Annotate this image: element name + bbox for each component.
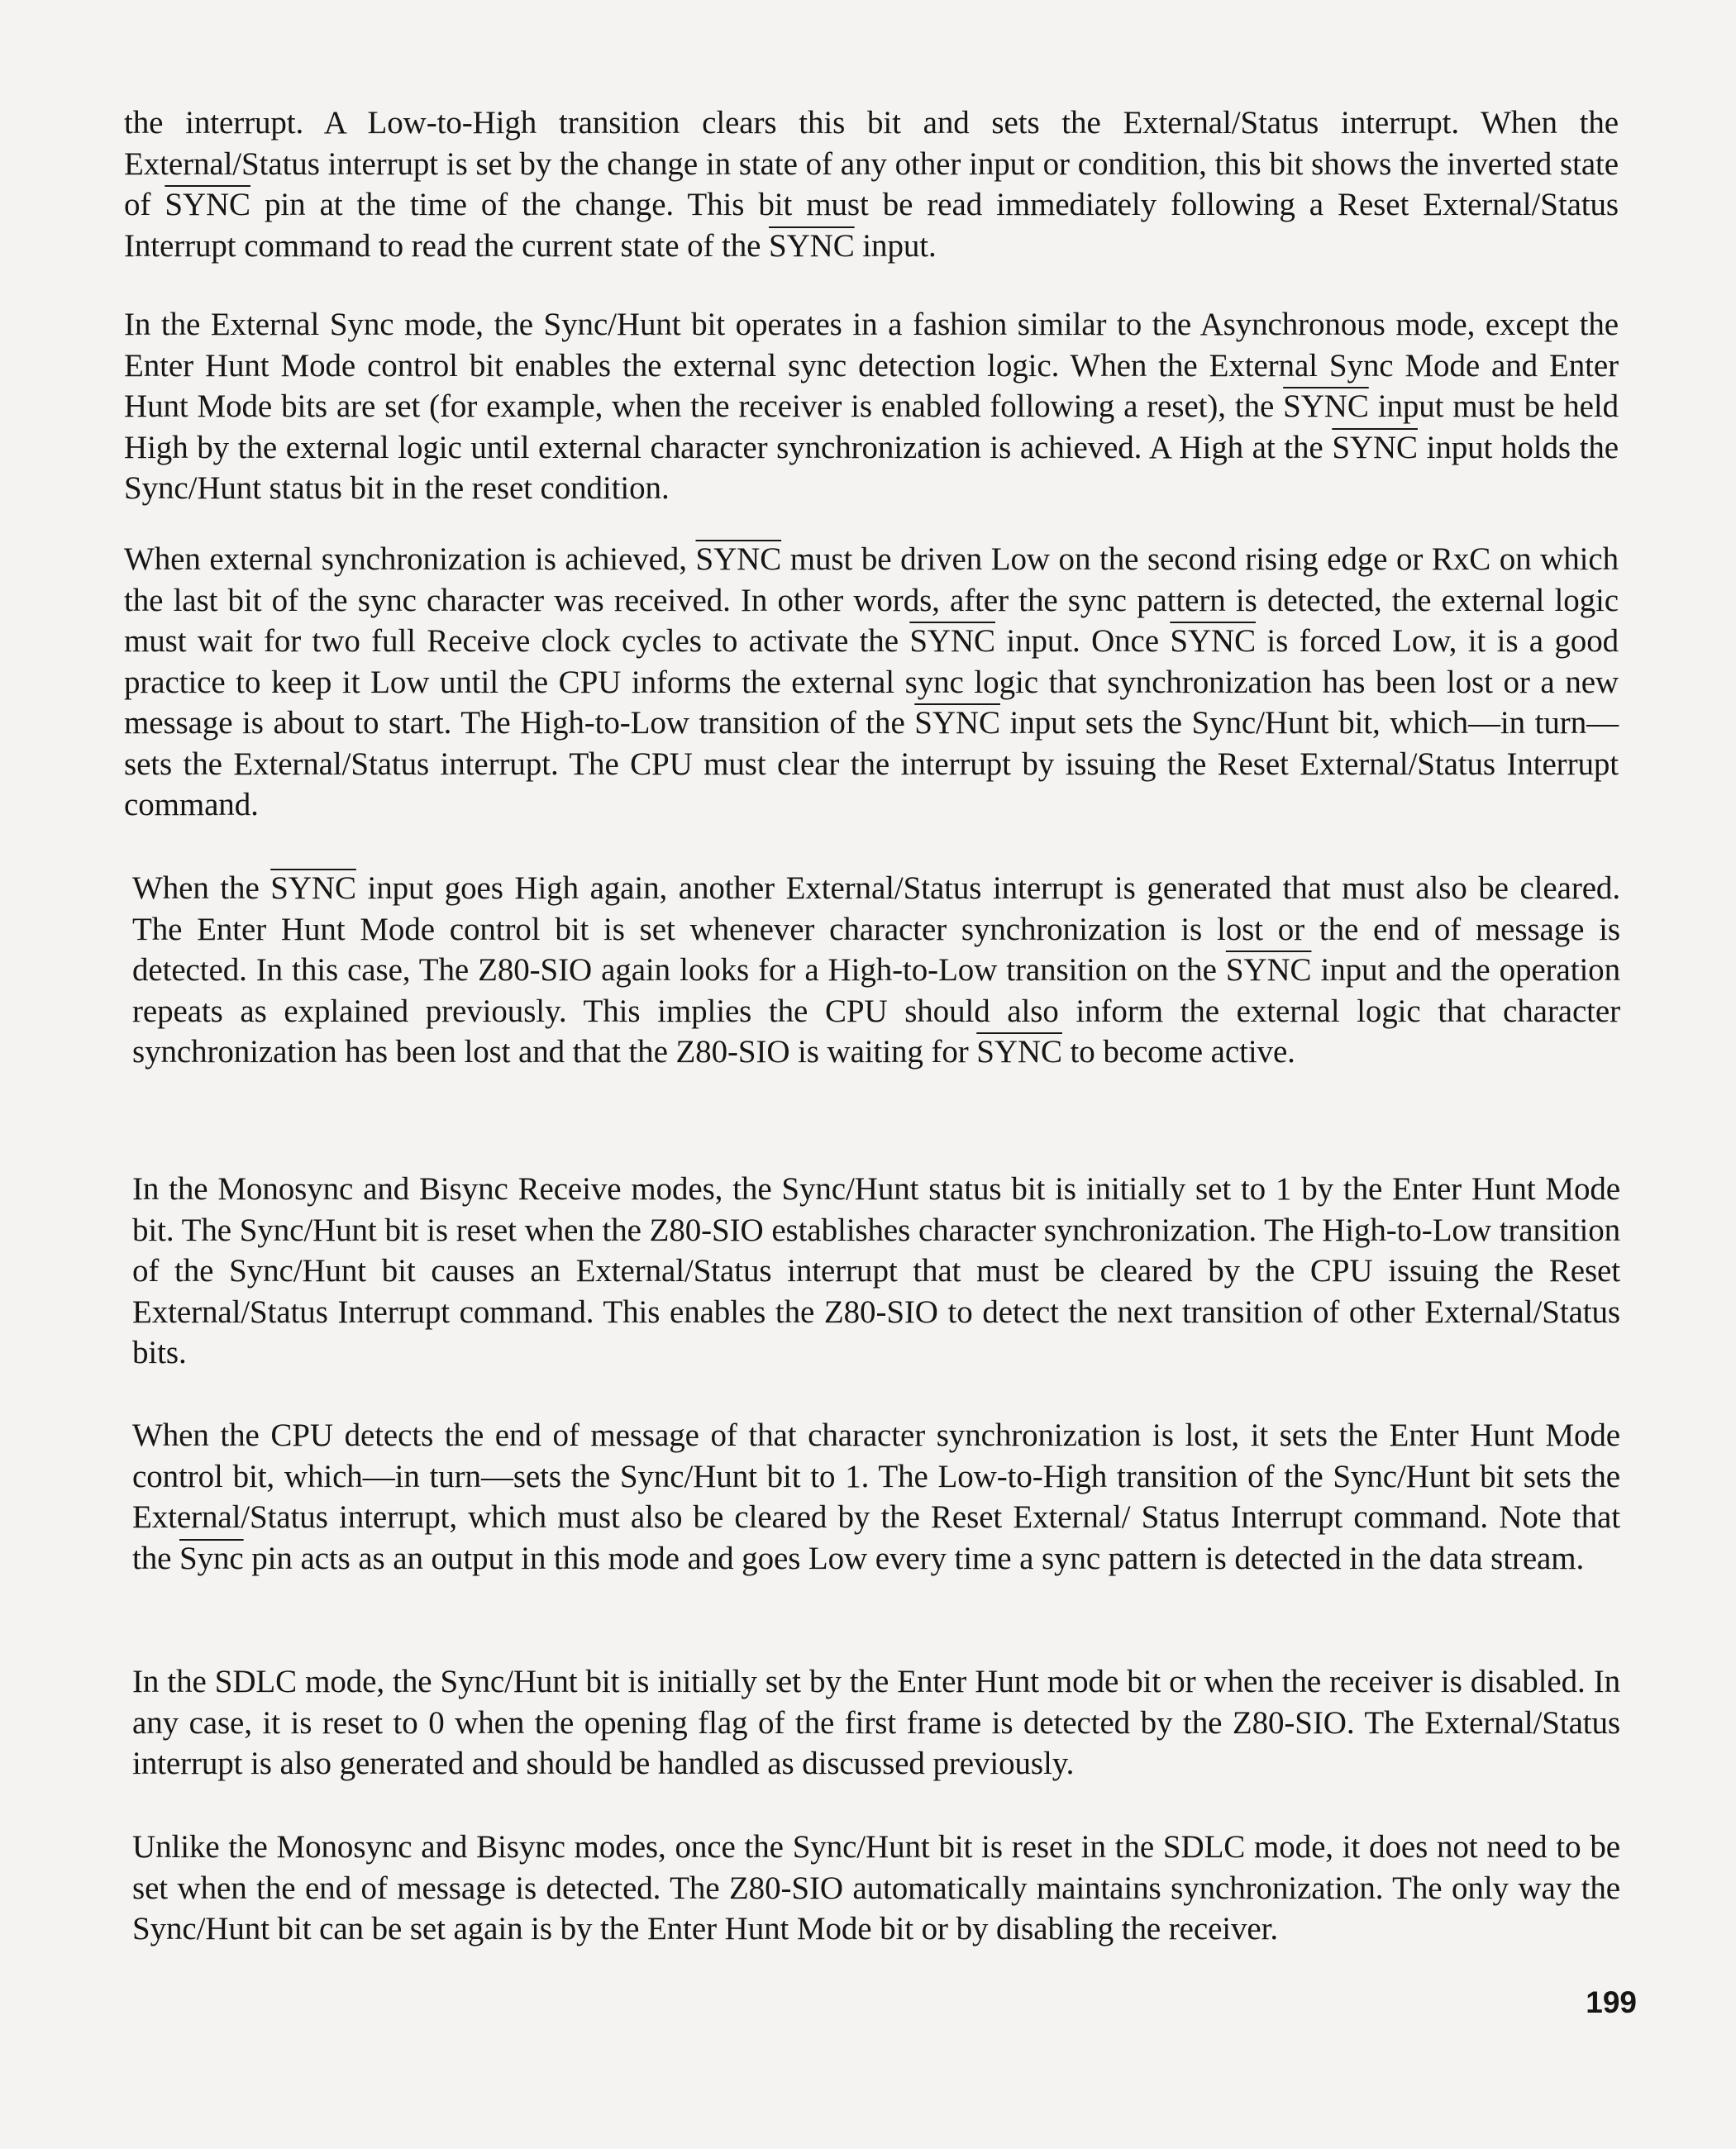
paragraph-7	[132, 1661, 1620, 1784]
text-segment: is forced Low, it is a good practice to keep it Low until the CPU informs the external sync logic that synchronization has been lost or a new message is about to start. The High-to-Low transition of the	[124, 623, 1619, 741]
text-segment: input sets the Sync/Hunt bit, which—in turn—sets the External/Status interrupt. The CPU must clear the interrupt by issuing the Reset External/Status Interrupt command.	[124, 705, 1619, 822]
text-segment: input must be held High by the external logic until external character synchronization is achieved. A High at the	[124, 388, 1619, 465]
text-segment: Unlike the Monosync and Bisync modes, once the Sync/Hunt bit is reset in the SDLC mode, it does not need to be set when the end of message is detected. The Z80-SIO automatically maintains synchronization. The only way the Sync/Hunt bit can be set again is by the Enter Hunt Mode bit or by disabling the receiver.	[132, 1829, 1620, 1946]
page-number: 199	[1586, 1985, 1637, 2019]
paragraph-1	[124, 102, 1619, 266]
sync-overline-text: Sync	[179, 1540, 244, 1576]
text-segment: When external synchronization is achieved,	[124, 541, 696, 577]
sync-overline-text: SYNC	[270, 870, 356, 906]
text-segment: In the SDLC mode, the Sync/Hunt bit is initially set by the Enter Hunt mode bit or when the receiver is disabled. In any case, it is reset to 0 when the opening flag of the first frame is detected by the Z80-SIO. The External/Status interrupt is also generated and should be handled as discussed previously.	[132, 1664, 1620, 1781]
text-segment: In the Monosync and Bisync Receive modes, the Sync/Hunt status bit is initially set to 1 by the Enter Hunt Mode bit. The Sync/Hunt bit is reset when the Z80-SIO establishes character synchronization. The High-to-Low transition of the Sync/Hunt bit causes an External/Status interrupt that must be cleared by the CPU issuing the Reset External/Status Interrupt command. This enables the Z80-SIO to detect the next transition of other External/Status bits.	[132, 1171, 1620, 1370]
text-segment: must be driven Low on the second rising edge or RxC on which the last bit of the sync character was received. In other words, after the sync pattern is detected, the external logic must wait for two full Receive clock cycles to activate the	[124, 541, 1619, 659]
paragraph-3	[124, 539, 1619, 826]
sync-overline-text: SYNC	[914, 705, 1000, 741]
text-segment: to become active.	[1061, 1034, 1295, 1070]
text-segment: input holds the Sync/Hunt status bit in the reset condition.	[124, 429, 1619, 506]
text-segment: input. Once	[994, 623, 1171, 659]
paragraph-8	[132, 1827, 1620, 1950]
paragraph-5	[132, 1169, 1620, 1374]
text-segment: input goes High again, another External/Status interrupt is generated that must also be cleared. The Enter Hunt Mode control bit is set whenever character synchronization is lost or the end of message is detected. In this case, The Z80-SIO again looks for a High-to-Low transition on the	[132, 870, 1620, 988]
text-segment: input.	[854, 227, 937, 264]
sync-overline-text: SYNC	[1283, 388, 1369, 424]
sync-overline-text: SYNC	[909, 623, 995, 659]
sync-overline-text: SYNC	[1225, 952, 1312, 988]
sync-overline-text: SYNC	[695, 541, 782, 577]
paragraph-4	[132, 868, 1620, 1073]
text-segment: In the External Sync mode, the Sync/Hunt bit operates in a fashion similar to the Asynchronous mode, except the Enter Hunt Mode control bit enables the external sync detection logic. When the External Sync Mode and Enter Hunt Mode bits are set (for example, when the receiver is enabled following a reset), the	[124, 307, 1619, 424]
text-segment: the interrupt. A Low-to-High transition clears this bit and sets the External/Status interrupt. When the External/Status interrupt is set by the change in state of any other input or condition, this bit shows the inverted state of	[124, 105, 1619, 222]
sync-overline-text: SYNC	[165, 187, 250, 222]
sync-overline-text: SYNC	[1170, 623, 1257, 659]
sync-overline-text: SYNC	[1332, 429, 1418, 465]
sync-overline-text: SYNC	[769, 227, 855, 264]
text-segment: When the	[132, 870, 271, 906]
text-segment: pin acts as an output in this mode and goes Low every time a sync pattern is detected in the data stream.	[243, 1540, 1585, 1576]
text-segment: input and the operation repeats as explained previously. This implies the CPU should also inform the external logic that character synchronization has been lost and that the Z80-SIO is waiting for	[132, 952, 1620, 1070]
text-segment: pin at the time of the change. This bit must be read immediately following a Reset External/Status Interrupt command to read the current state of the	[124, 187, 1619, 264]
sync-overline-text: SYNC	[976, 1034, 1062, 1070]
paragraph-6	[132, 1415, 1620, 1579]
paragraph-2	[124, 304, 1619, 509]
text-segment: When the CPU detects the end of message of that character synchronization is lost, it sets the Enter Hunt Mode control bit, which—in turn—sets the Sync/Hunt bit to 1. The Low-to-High transition of the Sync/Hunt bit sets the External/Status interrupt, which must also be cleared by the Reset External/ Status Interrupt command. Note that the	[132, 1418, 1620, 1576]
